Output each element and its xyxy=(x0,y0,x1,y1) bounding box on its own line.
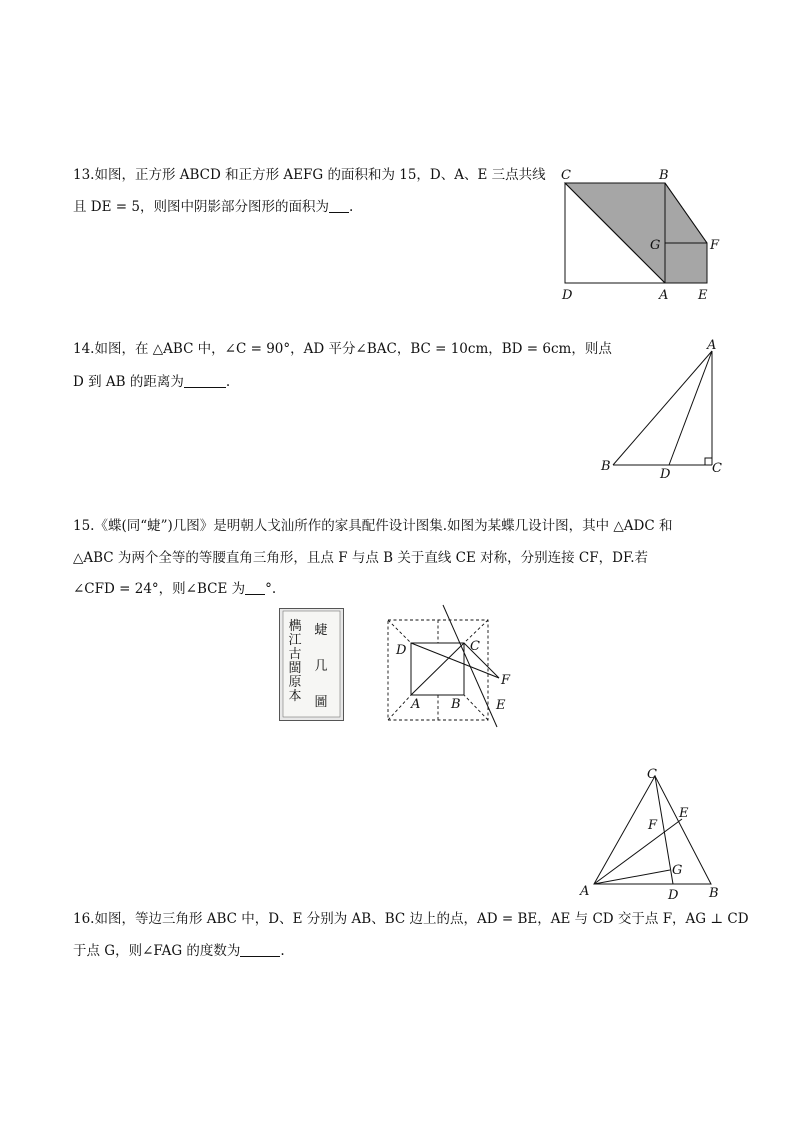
q15-line3 xyxy=(73,580,276,598)
q14-line2-end: . xyxy=(225,374,231,390)
label-b: B xyxy=(709,886,719,901)
stamp-side-2: 江 xyxy=(288,633,302,648)
stamp-side-4: 閩 xyxy=(288,661,302,676)
label-b: B xyxy=(601,459,611,474)
outer-dashed-square xyxy=(388,620,488,720)
q15-line2: △ABC 为两个全等的等腰直角三角形，且点 F 与点 B 关于直线 CE 对称，分别连接 CF，DF.若 xyxy=(73,550,649,566)
q15-line1: 15.《蝶(同“蜨”)几图》是明朝人戈汕所作的家具配件设计图集.如图为某蝶几设计图，其中 △ADC 和 xyxy=(73,518,673,534)
segment-ad xyxy=(669,351,712,465)
label-f: F xyxy=(501,673,511,688)
label-f: F xyxy=(648,818,658,833)
answer-blank xyxy=(245,580,265,595)
stamp-side-3: 古 xyxy=(288,647,302,662)
label-c: C xyxy=(470,639,480,654)
label-a: A xyxy=(411,697,421,712)
label-a: A xyxy=(659,288,669,303)
diagonal-ac xyxy=(411,643,464,695)
label-b: B xyxy=(659,168,669,183)
label-b: B xyxy=(451,697,461,712)
q16-line2-end: . xyxy=(280,943,285,959)
q14-line1: 14.如图，在 △ABC 中，∠C = 90°，AD 平分∠BAC，BC = 10cm，BD = 6cm，则点 xyxy=(73,341,612,357)
answer-blank xyxy=(240,942,280,957)
q13-line2 xyxy=(73,198,353,216)
q16-line1: 16.如图，等边三角形 ABC 中，D、E 分别为 AB、BC 边上的点，AD = BE，AE 与 CD 交于点 F，AG ⊥ CD xyxy=(73,911,749,927)
q13-line2-end: . xyxy=(348,199,354,215)
label-d: D xyxy=(562,288,573,303)
stamp-side-1: 檇 xyxy=(288,619,302,634)
q15-line3-text: ∠CFD = 24°，则∠BCE 为 xyxy=(73,581,246,597)
q15-figure xyxy=(385,602,520,730)
answer-blank xyxy=(184,373,226,388)
label-g: G xyxy=(650,238,661,253)
q15-line3-end: °. xyxy=(265,581,277,597)
label-c: C xyxy=(561,168,571,183)
stamp-char-1: 蜨 xyxy=(314,623,328,638)
q13-line2-text: 且 DE = 5，则图中阴影部分图形的面积为 xyxy=(73,199,329,215)
label-f: F xyxy=(710,238,720,253)
segment-ae xyxy=(594,819,682,884)
stamp-side-5: 原 xyxy=(288,675,302,690)
stamp-side-6: 本 xyxy=(288,689,302,704)
q13-line1: 13.如图，正方形 ABCD 和正方形 AEFG 的面积和为 15，D、A、E 三点共线 xyxy=(73,167,546,183)
label-d: D xyxy=(396,643,407,658)
side-ab xyxy=(613,351,712,465)
label-d: D xyxy=(668,888,679,903)
label-e: E xyxy=(496,698,506,713)
book-cover-stamp xyxy=(279,608,345,722)
label-c: C xyxy=(647,767,657,782)
q14-figure xyxy=(595,335,730,483)
label-g: G xyxy=(672,863,683,878)
shaded-region xyxy=(565,183,707,283)
q16-line2-text: 于点 G，则∠FAG 的度数为 xyxy=(73,943,241,959)
q16-figure xyxy=(575,762,730,904)
label-a: A xyxy=(580,884,590,899)
q14-line2 xyxy=(73,373,230,391)
label-c: C xyxy=(712,461,722,476)
label-d: D xyxy=(660,467,671,482)
answer-blank xyxy=(329,198,349,213)
segment-ag xyxy=(594,870,670,884)
q13-figure xyxy=(555,165,730,305)
q16-line2 xyxy=(73,942,285,960)
segment-cd xyxy=(655,776,673,884)
label-a: A xyxy=(707,338,717,353)
label-e: E xyxy=(679,806,689,821)
label-e: E xyxy=(698,288,708,303)
stamp-char-2: 几 xyxy=(314,659,328,674)
stamp-char-3: 圖 xyxy=(314,695,328,710)
segment-df xyxy=(411,643,499,678)
q14-line2-text: D 到 AB 的距离为 xyxy=(73,374,184,390)
right-angle-mark xyxy=(705,458,712,465)
